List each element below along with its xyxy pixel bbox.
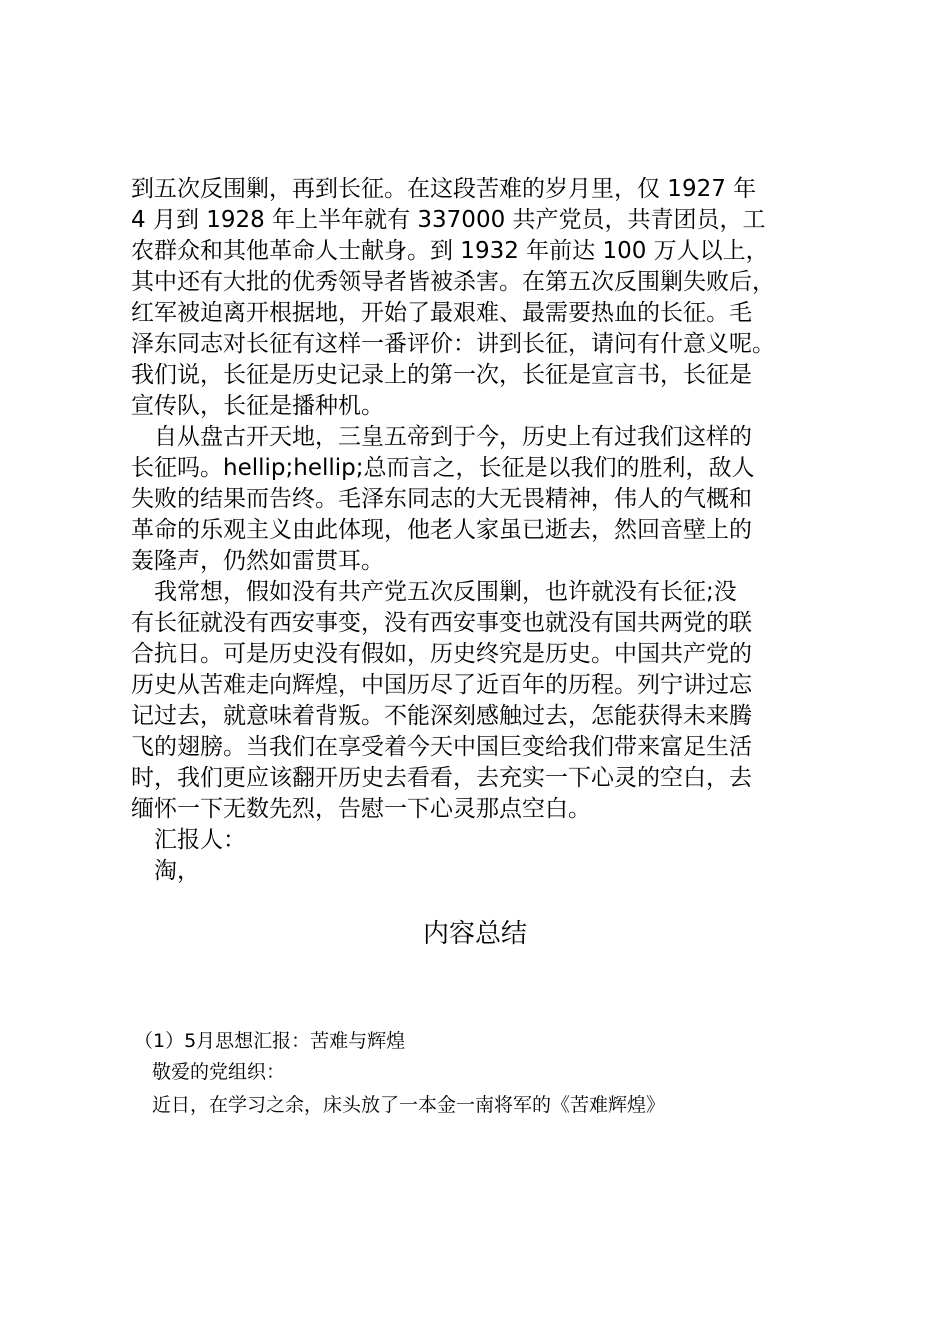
body-line: 4 月到 1928 年上半年就有 337000 共产党员，共青团员，工 xyxy=(131,207,766,233)
body-line: 我们说，长征是历史记录上的第一次，长征是宣言书，长征是 xyxy=(131,362,752,388)
body-line: 自从盘古开天地，三皇五帝到于今，历史上有过我们这样的 xyxy=(131,424,752,450)
body-line: 宣传队，长征是播种机。 xyxy=(131,393,384,419)
body-line: 飞的翅膀。当我们在享受着今天中国巨变给我们带来富足生活 xyxy=(131,734,752,760)
body-line: 革命的乐观主义由此体现，他老人家虽已逝去，然回音壁上的 xyxy=(131,517,752,543)
body-line: 合抗日。可是历史没有假如，历史终究是历史。中国共产党的 xyxy=(131,641,752,667)
body-line: 泽东同志对长征有这样一番评价：讲到长征，请问有什意义呢。 xyxy=(131,331,775,357)
signature-name: 淘， xyxy=(131,858,200,884)
body-line: 失败的结果而告终。毛泽东同志的大无畏精神，伟人的气概和 xyxy=(131,486,752,512)
body-line: 缅怀一下无数先烈，告慰一下心灵那点空白。 xyxy=(131,796,591,822)
body-line: 记过去，就意味着背叛。不能深刻感触过去，怎能获得未来腾 xyxy=(131,703,752,729)
body-line: 轰隆声，仍然如雷贯耳。 xyxy=(131,548,384,574)
body-line: 我常想，假如没有共产党五次反围剿，也许就没有长征;没 xyxy=(131,579,737,605)
body-line: 红军被迫离开根据地，开始了最艰难、最需要热血的长征。毛 xyxy=(131,300,752,326)
signature-label: 汇报人： xyxy=(131,827,246,853)
summary-heading: （1）5月思想汇报：苦难与辉煌 xyxy=(134,1030,406,1052)
body-line: 历史从苦难走向辉煌，中国历尽了近百年的历程。列宁讲过忘 xyxy=(131,672,752,698)
body-line: 农群众和其他革命人士献身。到 1932 年前达 100 万人以上， xyxy=(131,238,769,264)
body-line: 其中还有大批的优秀领导者皆被杀害。在第五次反围剿失败后， xyxy=(131,269,775,295)
summary-title: 内容总结 xyxy=(422,919,527,949)
body-line: 到五次反围剿，再到长征。在这段苦难的岁月里，仅 1927 年 xyxy=(131,176,757,202)
body-line: 长征吗。hellip;hellip;总而言之，长征是以我们的胜利，敌人 xyxy=(131,455,755,481)
summary-excerpt: 近日，在学习之余，床头放了一本金一南将军的《苦难辉煌》 xyxy=(152,1094,666,1116)
summary-salutation: 敬爱的党组织： xyxy=(152,1061,286,1083)
body-line: 有长征就没有西安事变，没有西安事变也就没有国共两党的联 xyxy=(131,610,752,636)
body-line: 时，我们更应该翻开历史去看看，去充实一下心灵的空白，去 xyxy=(131,765,752,791)
